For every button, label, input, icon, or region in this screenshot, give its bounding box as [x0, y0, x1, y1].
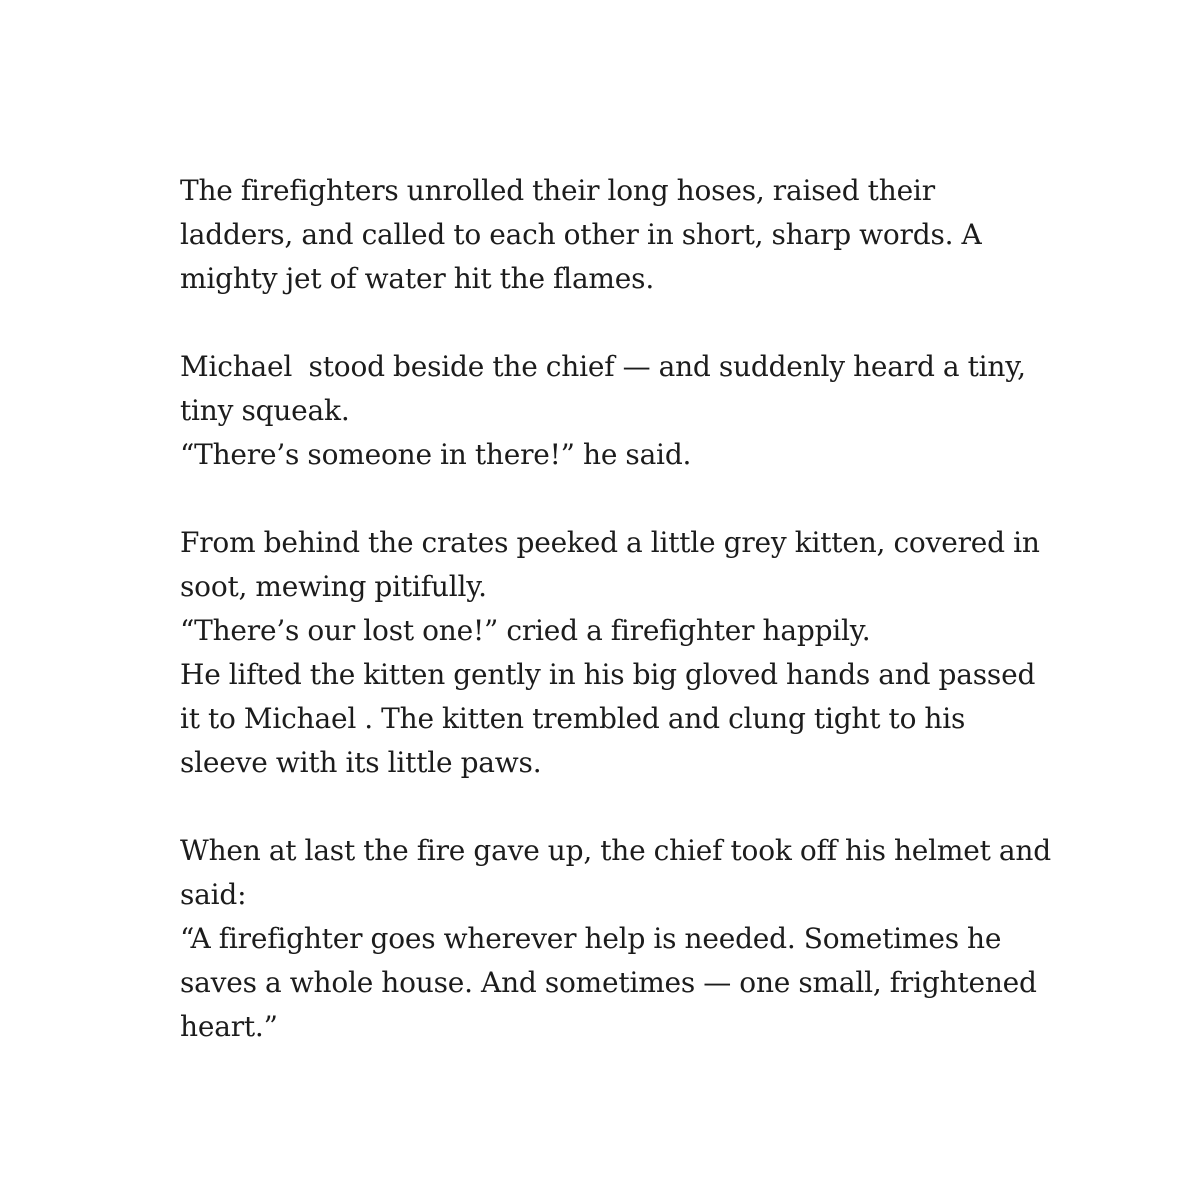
text-line: From behind the crates peeked a little grey kitten, covered in	[180, 526, 1040, 559]
text-line: it to Michael . The kitten trembled and clung tight to his	[180, 702, 966, 735]
text-line: tiny squeak.	[180, 394, 350, 427]
text-line: He lifted the kitten gently in his big gloved hands and passed	[180, 658, 1036, 691]
text-line: The firefighters unrolled their long hoses, raised their	[180, 174, 935, 207]
text-line: When at last the fire gave up, the chief took off his helmet and	[180, 834, 1051, 867]
text-line: heart.”	[180, 1010, 278, 1043]
text-line: “There’s someone in there!” he said.	[180, 438, 692, 471]
text-line: “A firefighter goes wherever help is needed. Sometimes he	[180, 922, 1002, 955]
paragraph	[180, 829, 1080, 1049]
text-line: sleeve with its little paws.	[180, 746, 542, 779]
text-line: ladders, and called to each other in short, sharp words. A	[180, 218, 982, 251]
text-line: mighty jet of water hit the flames.	[180, 262, 655, 295]
paragraph	[180, 521, 1080, 785]
text-line: soot, mewing pitifully.	[180, 570, 487, 603]
text-line: saves a whole house. And sometimes — one small, frightened	[180, 966, 1037, 999]
text-line: said:	[180, 878, 247, 911]
text-line: “There’s our lost one!” cried a firefighter happily.	[180, 614, 871, 647]
story-text	[180, 169, 1080, 1049]
text-line: Michael stood beside the chief — and suddenly heard a tiny,	[180, 350, 1026, 383]
paragraph	[180, 169, 1080, 301]
paragraph	[180, 345, 1080, 477]
